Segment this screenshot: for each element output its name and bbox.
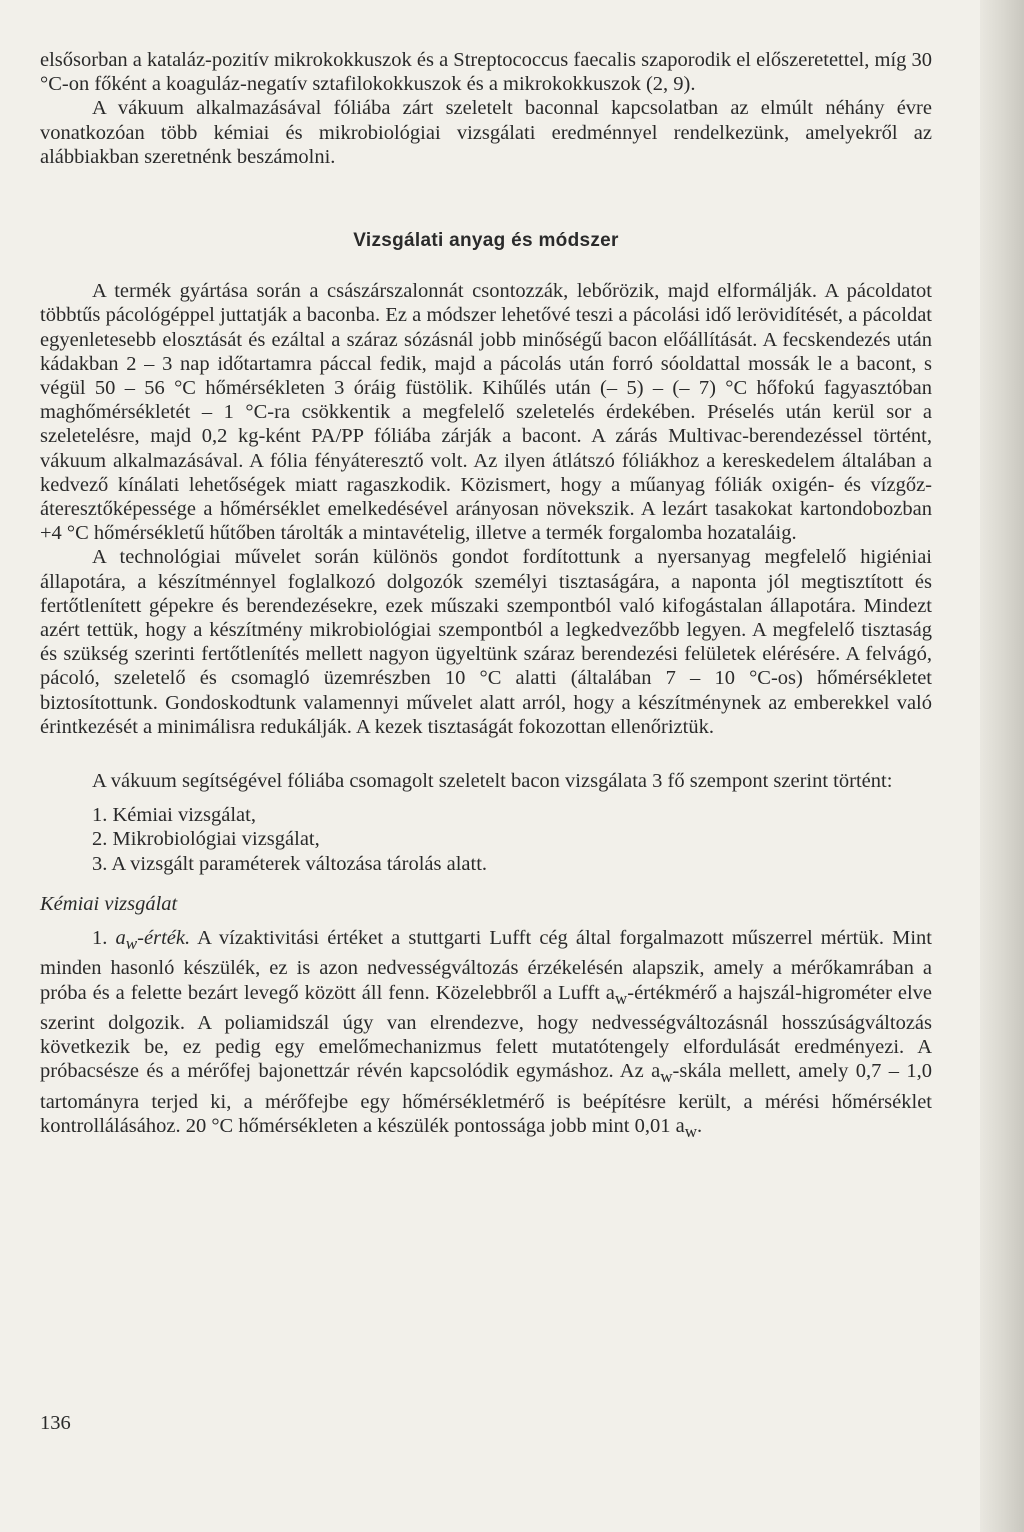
text-segment: . [697,1114,703,1137]
list-item: 2. Mikrobiológiai vizsgálat, [92,828,320,851]
text-segment: A vízaktivitási értéket a stuttgarti Lufft cég által forgalmazott műszerrel mértük. Mint minden hasonló készülék, ez is azon nedvességváltozás érzékelésén alapszik, amely a mérőkamrában a próba és a felette bezárt levegő között áll fenn. Közelebbről a Lufft a [40,927,932,1004]
subscript-w: w [614,988,628,1008]
paragraph-investigation: A vákuum segítségével fóliába csomagolt szeletelt bacon vizsgálata 3 fő szempont szerint történt: [92,770,893,793]
page-edge-shadow [980,0,1024,1532]
text-segment: -értékmérő a hajszál-higrométer elve szerint dolgozik. A poliamidszál úgy van elrendezve, hogy nedvességváltozásnál hosszúságváltozás következik be, ez pedig egy emelőmechanizmus felett mutatótengely elfordulását eredményezi. A próbacsésze és a mérőfej bajonettzár révén kapcsolódik egymáshoz. Az a [40,981,933,1083]
paragraph-intro: A vákuum alkalmazásával fóliába zárt szeletelt baconnal kapcsolatban az elmúlt néhány évre vonatkozóan több kémiai és mikrobiológiai vizsgálati eredménnyel rendelkezünk, amelyekről az alábbiakban szeretnénk beszámolni. [40,97,932,168]
criteria-list [40,803,932,876]
item-number: 1. [92,927,108,950]
text-segment: -skála mellett, amely 0,7 – 1,0 tartományra terjed ki, a mérőfejbe egy hőmérsékletmérő is beépítésre került, a mérési hőmérséklet kontrollálásához. 20 °C hőmérsékleten a készülék pontossága jobb mint 0,01 a [40,1060,932,1137]
subscript-w: w [660,1067,673,1087]
paragraph-water-activity [40,926,932,1144]
paragraph-continuation: elsősorban a kataláz-pozitív mikrokokkuszok és a Streptococcus faecalis szaporodik el előszeretettel, míg 30 °C-on főként a koaguláz-negatív sztafilokokkuszok és a mikrokokkuszok (2, 9). [40,49,933,96]
paragraph-production: A termék gyártása során a császárszalonnát csontozzák, lebőrözik, majd elformálják. A pácoldatot többtűs pácológéppel juttatják a baconba. Ez a módszer lehetővé teszi a pácolási idő lerövidítését, a pácoldat egyenletesebb elosztását és ezáltal a száraz sózásnál jobb minőségű bacon előállítását. A fecskendezés után kádakban 2 – 3 nap időtartamra páccal fedik, majd a pácolás után forró sóoldattal mossák le a bacont, s végül 50 – 56 °C hőmérsékleten 3 óráig füstölik. Kihűlés után (– 5) – (– 7) °C hőfokú fagyasztóban maghőmérsékletét – 1 °C-ra csökkentik a megfelelő szeletelés érdekében. Préselés után kerül sor a szeletelésre, majd 0,2 kg-ként PA/PP fóliába zárják a bacont. A zárás Multivac-berendezéssel történt, vákuum alkalmazásával. A fólia fényáteresztő volt. Az ilyen átlátszó fóliákhoz a kereskedelem általában a kedvező kínálati lehetőségek miatt ragaszkodik. Közismert, hogy a műanyag fóliák oxigén- és vízgőz-áteresztőképessége a hőmérséklet emelkedésével arányosan növekszik. A lezárt tasakokat kartondobozban +4 °C hőmérsékletű hűtőben tárolták a mintavételig, illetve a termék forgalomba hozataláig. [40,280,932,545]
subscript-w: w [684,1121,698,1141]
section-heading: Vizsgálati anyag és módszer [353,230,619,252]
term-aw: $a_w$-érték. [115,927,191,954]
paragraph-hygiene: A technológiai művelet során különös gondot fordítottunk a nyersanyag megfelelő higiéniai állapotára, a készítménnyel foglalkozó dolgozók személyi tisztaságára, a naponta jól megtisztított és fertőtlenített gépekre és berendezésekre, ezek műszaki szempontból való kifogástalan állapotára. Mindezt azért tettük, hogy a készítmény mikrobiológiai szempontból a legkedvezőbb legyen. A megfelelő tisztaság és szükség szerinti fertőtlenítés mellett nagyon ügyeltünk száraz berendezési felületek elérésére. A felvágó, pácoló, szeletelő és csomagló üzemrészben 10 °C alatti (általában 7 – 10 °C-os) hőmérsékletet biztosítottunk. Gondoskodtunk valamennyi művelet alatt arról, hogy a készítménynek az emberekkel való érintkezését a minimálisra redukálják. A kezek tisztaságát fokozottan ellenőriztük. [40,546,932,738]
list-item: 3. A vizsgált paraméterek változása tárolás alatt. [92,852,488,875]
subsection-heading: Kémiai vizsgálat [40,892,178,915]
page-number: 136 [40,1412,71,1434]
list-item: 1. Kémiai vizsgálat, [92,804,256,827]
page-body [40,48,932,1144]
